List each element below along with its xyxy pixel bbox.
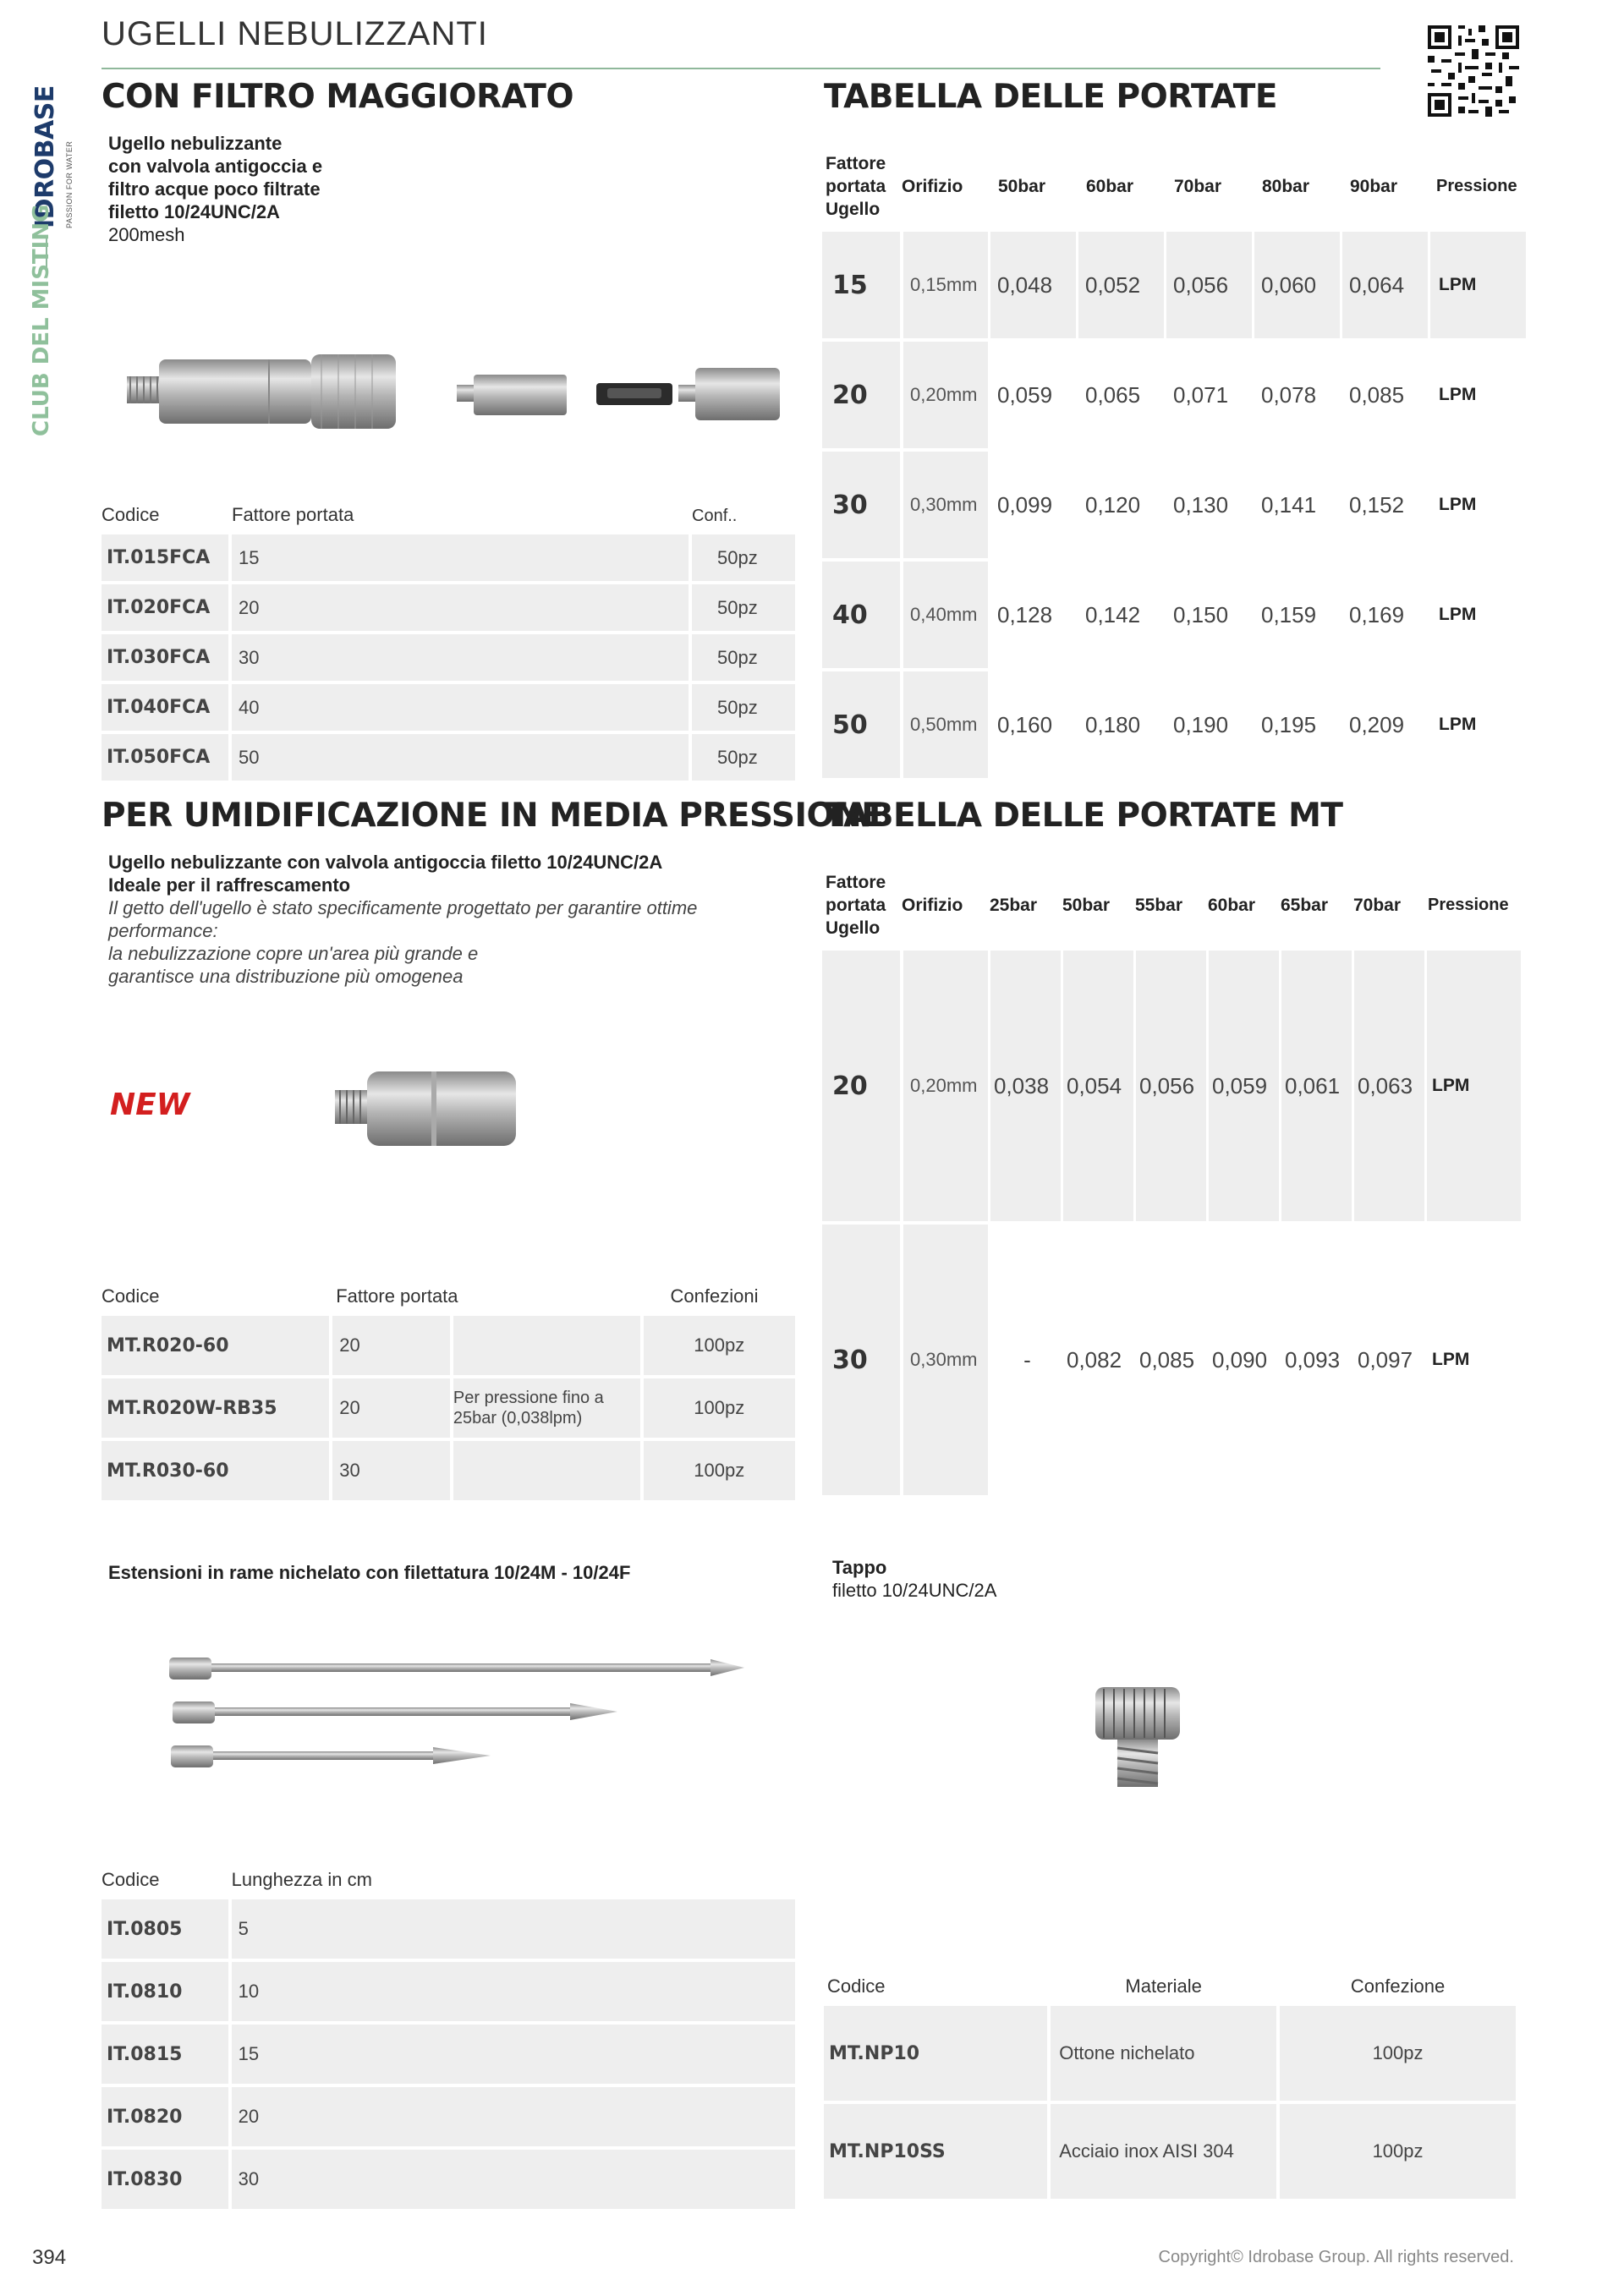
pack-size: 100pz	[644, 1441, 796, 1500]
flow-factor: 20	[822, 342, 900, 448]
side-brand	[25, 71, 76, 452]
flow-value: 0,190	[1173, 711, 1229, 737]
desc-line: filetto 10/24UNC/2A	[108, 201, 280, 222]
flow-unit: LPM	[1439, 605, 1477, 624]
product-code[interactable]: IT.0810	[102, 1962, 228, 2021]
flow-factor: 30	[822, 452, 900, 558]
orifice-size: 0,20mm	[900, 951, 988, 1221]
table-row	[822, 232, 1526, 338]
desc-line: Ideale per il raffrescamento	[108, 874, 351, 896]
table-row[interactable]	[102, 584, 795, 631]
col-header-factor: Fattore portata	[336, 1285, 458, 1307]
brand-logo: IDROBASE	[30, 85, 60, 228]
flow-value: 0,150	[1173, 601, 1229, 627]
flow-value: 0,120	[1085, 491, 1141, 518]
col-header-factor	[822, 144, 900, 228]
table-row[interactable]	[102, 2087, 795, 2146]
desc-line: filtro acque poco filtrate	[108, 178, 321, 200]
flow-factor: 30	[232, 634, 689, 681]
header-line: Fattore	[826, 872, 886, 892]
flow-factor: 20	[232, 584, 689, 631]
pack-size: 100pz	[1280, 2104, 1516, 2199]
header-line: portata	[826, 895, 886, 915]
flow-unit: LPM	[1439, 495, 1477, 514]
product-code[interactable]: IT.050FCA	[102, 734, 228, 781]
category-title: UGELLI NEBULIZZANTI	[102, 15, 488, 52]
product-table-filtro	[98, 490, 798, 784]
flow-value: 0,056	[1164, 232, 1252, 338]
table-row[interactable]	[102, 734, 795, 781]
qr-code-icon[interactable]	[1428, 25, 1519, 117]
desc-line: Tappo	[832, 1557, 887, 1578]
col-header-pressure: 70bar	[1174, 176, 1222, 196]
section-title-portate-mt: TABELLA DELLE PORTATE MT	[824, 797, 1343, 835]
table-row[interactable]	[102, 1962, 795, 2021]
pack-size: 50pz	[692, 734, 795, 781]
table-row	[822, 951, 1521, 1221]
flow-value: 0,142	[1085, 601, 1141, 627]
flow-value: 0,061	[1279, 951, 1352, 1221]
table-row	[822, 671, 1526, 778]
section-desc-estensioni	[108, 1561, 630, 1584]
table-row[interactable]	[824, 2006, 1516, 2101]
flow-rate-table	[822, 140, 1526, 781]
flow-factor: 40	[232, 684, 689, 731]
product-code[interactable]: IT.0805	[102, 1899, 228, 1959]
flow-factor: 30	[332, 1441, 450, 1500]
flow-unit: LPM	[1428, 232, 1526, 338]
orifice-size: 0,50mm	[900, 671, 988, 778]
col-header-pressure: 60bar	[1086, 176, 1134, 196]
desc-line: garantisce una distribuzione più omogenea	[108, 966, 464, 987]
pack-size: 100pz	[1280, 2006, 1516, 2101]
table-row[interactable]	[102, 634, 795, 681]
flow-value: 0,090	[1212, 1346, 1268, 1373]
pack-size: 50pz	[692, 684, 795, 731]
header-divider	[102, 68, 1380, 69]
pack-size: 100pz	[644, 1316, 796, 1375]
flow-value: 0,038	[988, 951, 1061, 1221]
flow-value: 0,085	[1139, 1346, 1195, 1373]
col-header-conf: Confezioni	[670, 1285, 759, 1307]
col-header-code: Codice	[102, 1285, 160, 1307]
col-header-orifice: Orifizio	[902, 176, 963, 196]
product-code[interactable]: MT.NP10SS	[824, 2104, 1047, 2199]
nozzle-mt-image	[330, 1061, 533, 1154]
flow-factor: 20	[822, 951, 900, 1221]
flow-value: 0,060	[1252, 232, 1340, 338]
flow-factor: 50	[232, 734, 689, 781]
flow-value: 0,141	[1261, 491, 1317, 518]
brand-tagline: PASSION FOR WATER	[65, 140, 74, 228]
col-header-pressure: 25bar	[990, 895, 1038, 915]
col-header-unit: Pressione	[1436, 176, 1517, 195]
section-title-filtro: CON FILTRO MAGGIORATO	[102, 78, 574, 116]
flow-rate-table-mt	[822, 859, 1521, 1499]
table-row[interactable]	[102, 534, 795, 581]
length-value: 30	[232, 2150, 795, 2209]
desc-line: performance:	[108, 920, 218, 941]
header-line: Ugello	[826, 918, 881, 938]
product-note: Per pressione fino a 25bar (0,038lpm)	[453, 1378, 640, 1438]
product-table-tappo	[820, 1955, 1519, 2202]
desc-line: Ugello nebulizzante	[108, 133, 283, 154]
table-row	[822, 1225, 1521, 1495]
table-row[interactable]	[102, 2025, 795, 2084]
table-row[interactable]	[102, 684, 795, 731]
product-code[interactable]: IT.040FCA	[102, 684, 228, 731]
flow-value: 0,093	[1285, 1346, 1341, 1373]
product-code[interactable]: IT.0815	[102, 2025, 228, 2084]
col-header-pressure: 50bar	[998, 176, 1046, 196]
product-table-estensioni	[98, 1852, 798, 2212]
material-value: Acciaio inox AISI 304	[1051, 2104, 1276, 2199]
flow-factor: 20	[332, 1316, 450, 1375]
col-header-orifice: Orifizio	[902, 895, 963, 915]
flow-value: 0,099	[997, 491, 1053, 518]
product-note	[453, 1441, 640, 1500]
flow-unit: LPM	[1439, 715, 1477, 734]
pack-size: 50pz	[692, 534, 795, 581]
product-code[interactable]: IT.0830	[102, 2150, 228, 2209]
club-label: CLUB DEL MISTING	[29, 204, 54, 436]
col-header-code: Codice	[102, 504, 160, 525]
flow-value: 0,097	[1358, 1346, 1413, 1373]
extensions-image	[161, 1649, 770, 1793]
flow-value: 0,059	[997, 381, 1053, 408]
flow-value: -	[1023, 1346, 1031, 1373]
flow-value: 0,159	[1261, 601, 1317, 627]
product-code[interactable]: IT.0820	[102, 2087, 228, 2146]
table-row[interactable]	[102, 2150, 795, 2209]
flow-value: 0,130	[1173, 491, 1229, 518]
desc-line: Estensioni in rame nichelato con filettatura 10/24M - 10/24F	[108, 1562, 631, 1583]
table-row[interactable]	[824, 2104, 1516, 2199]
product-note	[453, 1316, 640, 1375]
flow-factor: 15	[232, 534, 689, 581]
desc-line: 200mesh	[108, 224, 185, 245]
flow-value: 0,078	[1261, 381, 1317, 408]
col-header-length: Lunghezza in cm	[231, 1869, 372, 1890]
pack-size: 50pz	[692, 634, 795, 681]
flow-value: 0,160	[997, 711, 1053, 737]
table-row[interactable]	[102, 1378, 795, 1438]
table-row	[822, 562, 1526, 668]
flow-unit: LPM	[1439, 385, 1477, 404]
desc-line: con valvola antigoccia e	[108, 156, 323, 177]
product-code[interactable]: MT.NP10	[824, 2006, 1047, 2101]
flow-value: 0,128	[997, 601, 1053, 627]
page-number: 394	[32, 2246, 67, 2269]
desc-line: Il getto dell'ugello è stato specificamente progettato per garantire ottime	[108, 897, 698, 918]
product-code[interactable]: MT.R020-60	[102, 1316, 329, 1375]
flow-value: 0,180	[1085, 711, 1141, 737]
copyright-text: Copyright© Idrobase Group. All rights reserved.	[1158, 2248, 1514, 2266]
orifice-size: 0,15mm	[900, 232, 988, 338]
length-value: 5	[232, 1899, 795, 1959]
section-title-portate: TABELLA DELLE PORTATE	[824, 78, 1278, 116]
desc-line: filetto 10/24UNC/2A	[832, 1580, 997, 1601]
orifice-size: 0,30mm	[900, 1225, 988, 1495]
desc-line: Ugello nebulizzante con valvola antigoccia filetto 10/24UNC/2A	[108, 852, 663, 873]
orifice-size: 0,20mm	[900, 342, 988, 448]
section-desc-filtro	[108, 132, 322, 246]
flow-unit: LPM	[1424, 951, 1521, 1221]
header-line: Ugello	[826, 199, 881, 219]
table-row	[822, 342, 1526, 448]
header-line: Fattore	[826, 153, 886, 173]
length-value: 10	[232, 1962, 795, 2021]
table-row[interactable]	[102, 1316, 795, 1375]
product-code[interactable]: IT.015FCA	[102, 534, 228, 581]
flow-value: 0,064	[1340, 232, 1428, 338]
col-header-pressure: 55bar	[1135, 895, 1183, 915]
section-desc-media-pressione	[108, 851, 697, 988]
flow-value: 0,082	[1067, 1346, 1122, 1373]
nozzle-filter-image	[118, 342, 406, 436]
desc-line: la nebulizzazione copre un'area più grande e	[108, 943, 479, 964]
col-header-unit: Pressione	[1428, 895, 1509, 914]
col-header-pressure: 50bar	[1062, 895, 1111, 915]
orifice-size: 0,40mm	[900, 562, 988, 668]
length-value: 15	[232, 2025, 795, 2084]
col-header-factor	[822, 863, 900, 947]
product-table-media-pressione	[98, 1263, 798, 1504]
col-header-pressure: 65bar	[1281, 895, 1329, 915]
header-line: portata	[826, 176, 886, 196]
flow-value: 0,152	[1349, 491, 1405, 518]
col-header-code: Codice	[102, 1869, 160, 1890]
col-header-code: Codice	[827, 1975, 886, 1997]
length-value: 20	[232, 2087, 795, 2146]
col-header-conf: Conf..	[692, 507, 738, 525]
pack-size: 50pz	[692, 584, 795, 631]
flow-factor: 50	[822, 671, 900, 778]
flow-unit: LPM	[1432, 1350, 1470, 1369]
product-code[interactable]: IT.030FCA	[102, 634, 228, 681]
col-header-pressure: 90bar	[1350, 176, 1398, 196]
flow-value: 0,085	[1349, 381, 1405, 408]
product-code[interactable]: IT.020FCA	[102, 584, 228, 631]
nozzle-exploded-image	[457, 359, 795, 427]
flow-value: 0,056	[1133, 951, 1206, 1221]
flow-value: 0,169	[1349, 601, 1405, 627]
col-header-material: Materiale	[1125, 1975, 1202, 1997]
col-header-pressure: 60bar	[1208, 895, 1256, 915]
col-header-factor: Fattore portata	[232, 504, 354, 525]
flow-factor: 30	[822, 1225, 900, 1495]
flow-value: 0,048	[988, 232, 1076, 338]
cap-image	[1087, 1679, 1188, 1806]
flow-factor: 40	[822, 562, 900, 668]
section-desc-tappo	[832, 1556, 996, 1602]
pack-size: 100pz	[644, 1378, 796, 1438]
orifice-size: 0,30mm	[900, 452, 988, 558]
flow-value: 0,195	[1261, 711, 1317, 737]
material-value: Ottone nichelato	[1051, 2006, 1276, 2101]
table-row[interactable]	[102, 1441, 795, 1500]
flow-value: 0,071	[1173, 381, 1229, 408]
flow-value: 0,209	[1349, 711, 1405, 737]
flow-factor: 15	[822, 232, 900, 338]
product-code[interactable]: MT.R020W-RB35	[102, 1378, 329, 1438]
section-title-media-pressione: PER UMIDIFICAZIONE IN MEDIA PRESSIONE	[102, 797, 884, 835]
flow-value: 0,052	[1076, 232, 1164, 338]
table-row	[822, 452, 1526, 558]
table-row[interactable]	[102, 1899, 795, 1959]
flow-value: 0,054	[1061, 951, 1133, 1221]
flow-factor: 20	[332, 1378, 450, 1438]
flow-value: 0,059	[1206, 951, 1279, 1221]
flow-value: 0,063	[1352, 951, 1424, 1221]
col-header-pressure: 70bar	[1353, 895, 1402, 915]
product-code[interactable]: MT.R030-60	[102, 1441, 329, 1500]
flow-value: 0,065	[1085, 381, 1141, 408]
new-badge: NEW	[110, 1088, 190, 1122]
col-header-pressure: 80bar	[1262, 176, 1310, 196]
col-header-conf: Confezione	[1350, 1975, 1446, 1997]
